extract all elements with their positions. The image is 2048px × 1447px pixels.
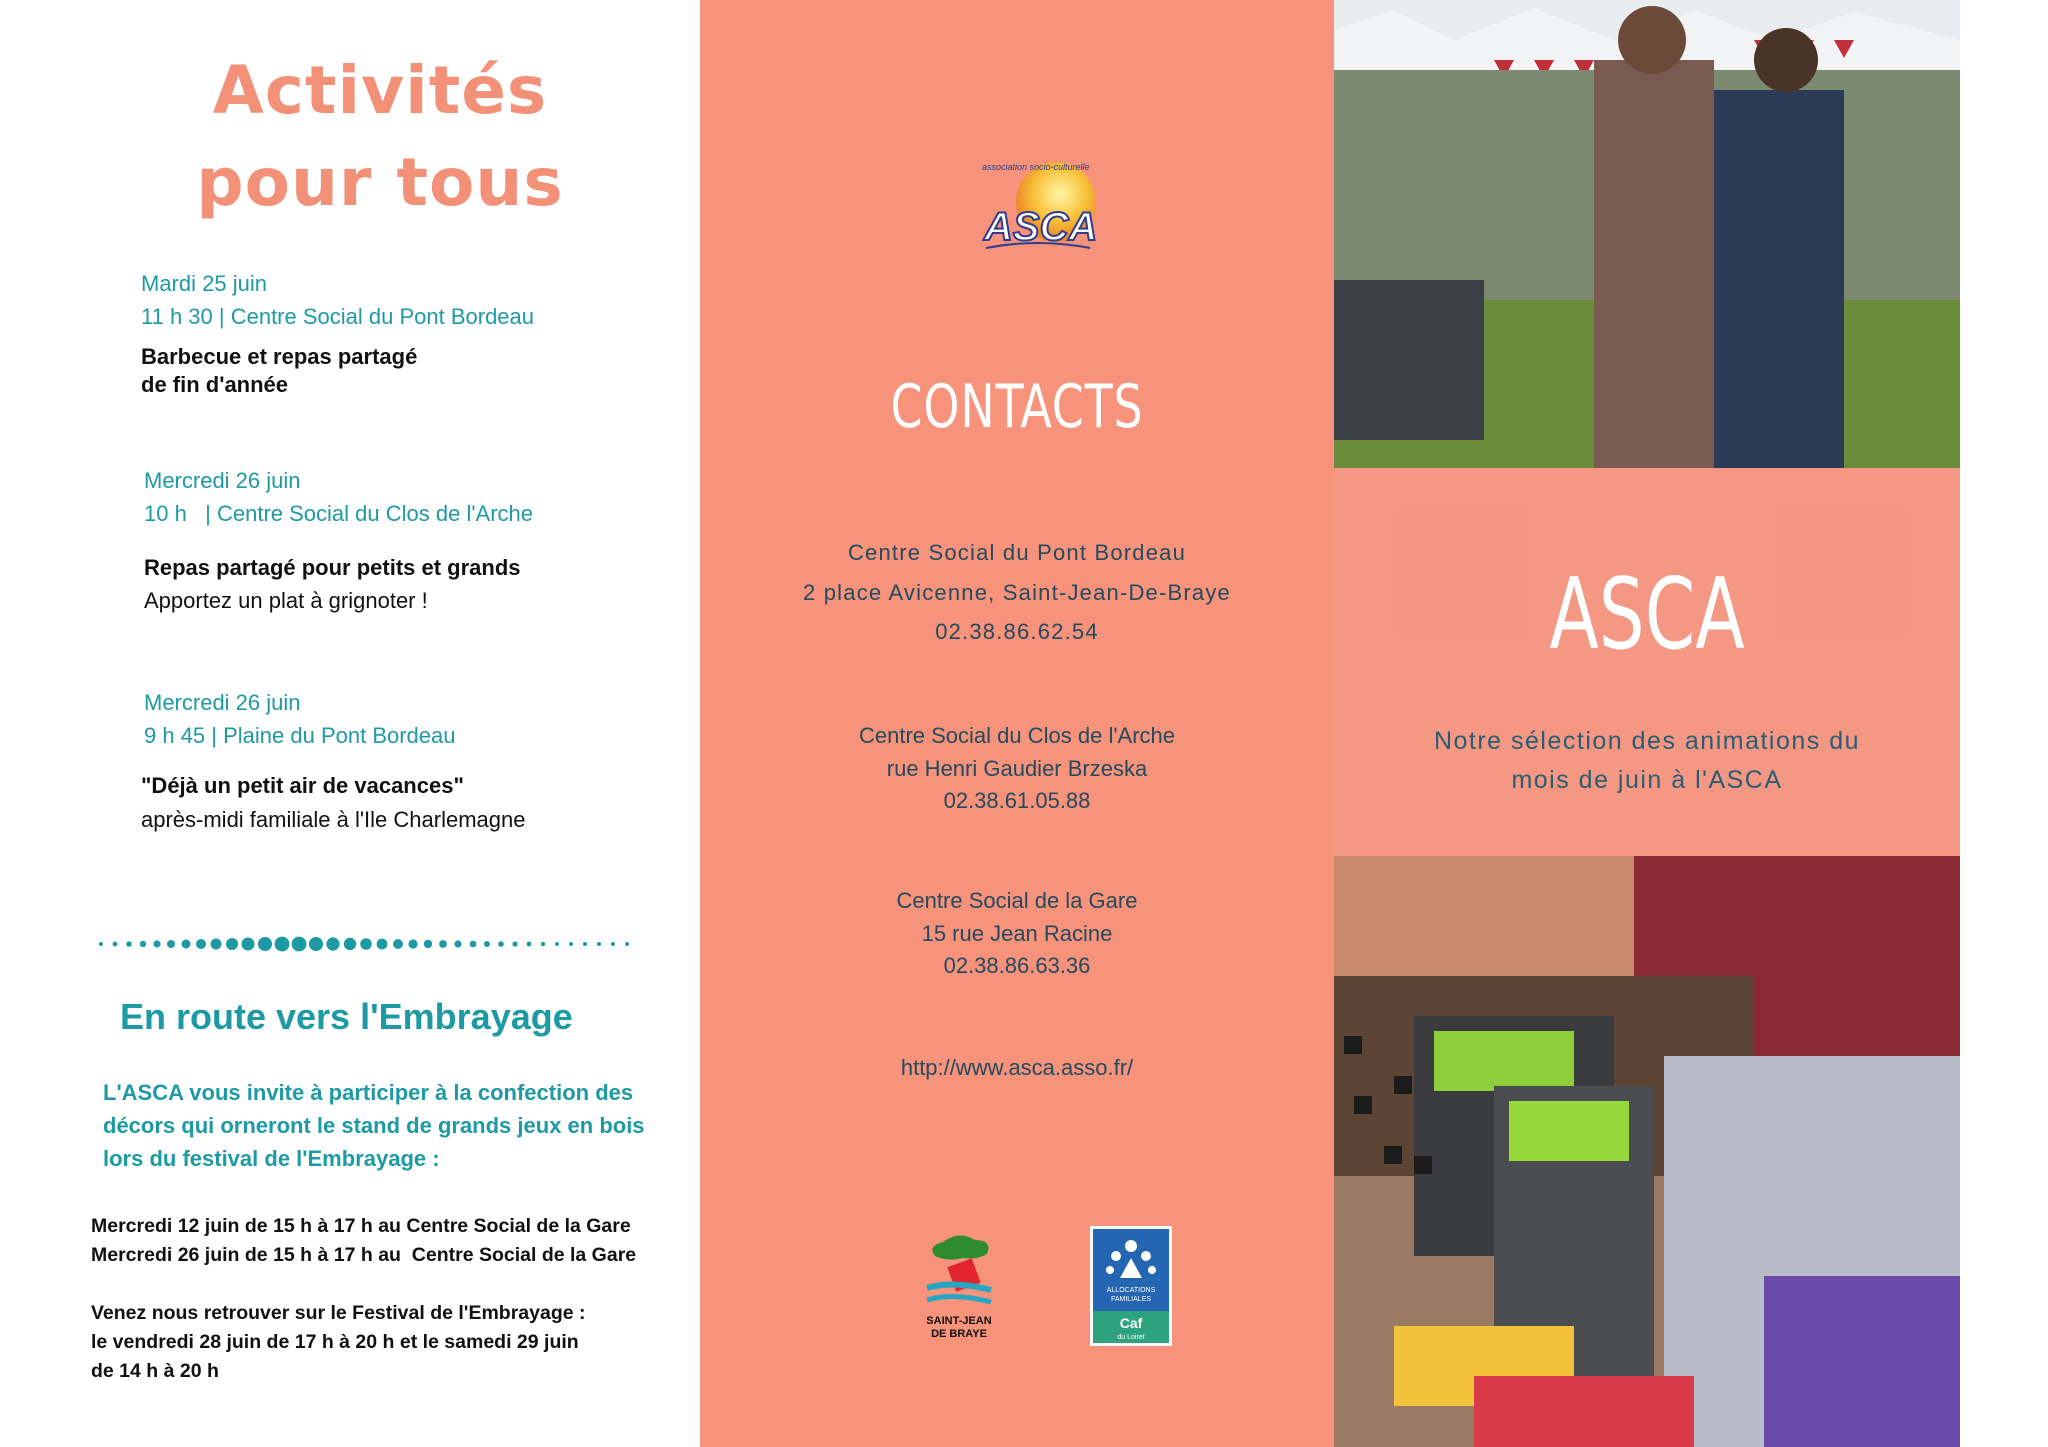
asca-logo bbox=[978, 140, 1102, 268]
left-panel bbox=[0, 0, 700, 1447]
dotted-divider bbox=[98, 932, 638, 956]
section-title: En route vers l'Embrayage bbox=[120, 996, 573, 1037]
caf-line-1: ALLOCATIONS bbox=[1106, 1287, 1156, 1294]
schedule-line-2: Mercredi 26 juin de 15 h à 17 h au Centre Social de la Gare bbox=[91, 1244, 637, 1266]
caf-line-4: du Loiret bbox=[1117, 1334, 1145, 1341]
photo-festival-crowd bbox=[1334, 0, 1960, 468]
center-3-address: 15 rue Jean Racine bbox=[921, 921, 1113, 946]
center-1-phone: 02.38.86.62.54 bbox=[935, 619, 1099, 644]
asca-title: ASCA bbox=[1549, 558, 1745, 672]
event-1-time: 11 h 30 | Centre Social du Pont Bordeau bbox=[141, 304, 535, 329]
caf-line-2: FAMILIALES bbox=[1110, 1296, 1152, 1303]
title-line-2: pour tous bbox=[196, 144, 564, 221]
event-3-date: Mercredi 26 juin bbox=[144, 690, 301, 715]
festival-line-1: Venez nous retrouver sur le Festival de l'Embrayage : bbox=[91, 1302, 586, 1324]
center-1-address: 2 place Avicenne, Saint-Jean-De-Braye bbox=[803, 580, 1231, 605]
center-1-name: Centre Social du Pont Bordeau bbox=[847, 540, 1187, 565]
center-2-name: Centre Social du Clos de l'Arche bbox=[858, 723, 1176, 748]
photo-children-game bbox=[1334, 856, 1960, 1447]
website-link[interactable]: http://www.asca.asso.fr/ bbox=[900, 1055, 1134, 1080]
event-2-desc: Apportez un plat à grignoter ! bbox=[144, 588, 428, 613]
asca-logo-top-text: association socio-culturelle bbox=[982, 162, 1090, 172]
festival-line-2: le vendredi 28 juin de 17 h à 20 h et le samedi 29 juin bbox=[91, 1331, 579, 1353]
asca-subtitle: Notre sélection des animations du mois de juin à l'ASCA bbox=[1433, 727, 1861, 794]
center-3-phone: 02.38.86.63.36 bbox=[943, 953, 1091, 978]
event-1-title: Barbecue et repas partagé de fin d'année bbox=[141, 344, 418, 397]
asca-logo-text: ASCA bbox=[984, 205, 1098, 249]
event-3-desc: après-midi familiale à l'Ile Charlemagne bbox=[141, 807, 526, 832]
schedule-line-1: Mercredi 12 juin de 15 h à 17 h au Centre Social de la Gare bbox=[91, 1215, 631, 1237]
caf-loiret-logo bbox=[1090, 1226, 1172, 1346]
event-1-date: Mardi 25 juin bbox=[141, 271, 267, 296]
right-photo-panel bbox=[1334, 0, 1960, 1447]
event-2-time: 10 h | Centre Social du Clos de l'Arche bbox=[144, 501, 534, 526]
event-3-time: 9 h 45 | Plaine du Pont Bordeau bbox=[144, 723, 456, 748]
festival-line-3: de 14 h à 20 h bbox=[91, 1360, 219, 1382]
contacts-title: CONTACTS bbox=[890, 372, 1144, 442]
invite-text: L'ASCA vous invite à participer à la confection des décors qui orneront le stand de grands jeux en bois lors du festival de l'Embrayage : bbox=[103, 1080, 645, 1171]
saint-jean-de-braye-logo bbox=[913, 1230, 1005, 1342]
center-2-address: rue Henri Gaudier Brzeska bbox=[886, 756, 1148, 781]
sjb-line-2: DE BRAYE bbox=[931, 1328, 987, 1340]
title-line-1: Activités bbox=[212, 52, 548, 129]
event-2-title: Repas partagé pour petits et grands bbox=[144, 555, 521, 580]
event-2-date: Mercredi 26 juin bbox=[144, 468, 301, 493]
center-2-phone: 02.38.61.05.88 bbox=[943, 788, 1091, 813]
right-margin bbox=[1960, 0, 2048, 1447]
sjb-line-1: SAINT-JEAN bbox=[926, 1315, 992, 1327]
caf-line-3: Caf bbox=[1119, 1315, 1143, 1331]
center-3-name: Centre Social de la Gare bbox=[896, 888, 1138, 913]
event-3-title: "Déjà un petit air de vacances" bbox=[141, 773, 464, 798]
